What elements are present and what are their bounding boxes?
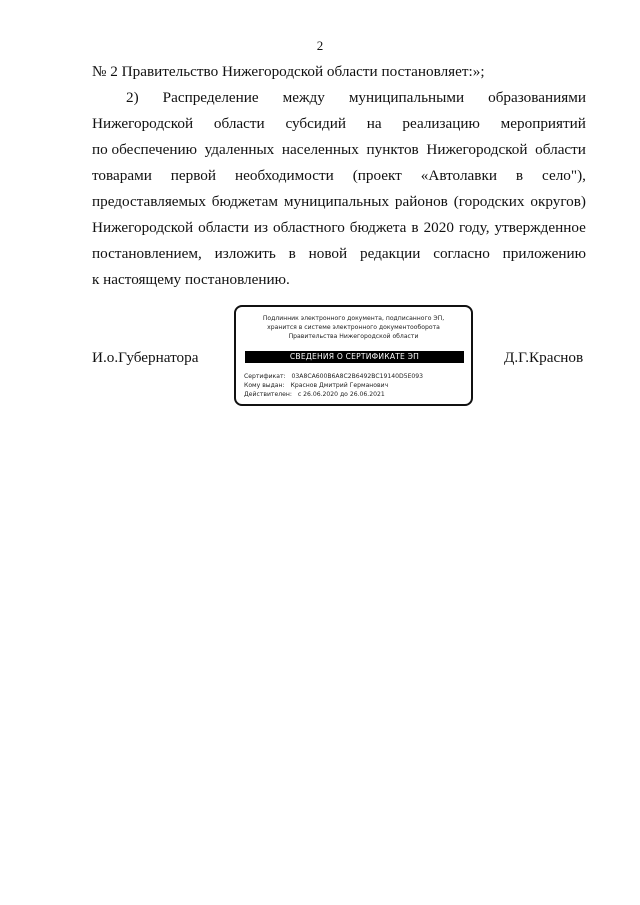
issued-to-row xyxy=(244,382,468,390)
paragraph-word: районов xyxy=(394,193,448,210)
paragraph-word: удаленных xyxy=(204,141,275,158)
paragraph-word: бюджетам xyxy=(211,193,279,210)
validity-value: с 26.06.2020 до 26.06.2021 xyxy=(297,391,385,398)
paragraph-word: в xyxy=(515,167,524,184)
paragraph-line-7 xyxy=(92,218,586,238)
signer-position: И.о.Губернатора xyxy=(92,349,199,366)
paragraph-word: приложению xyxy=(502,245,586,262)
paragraph-word: бюджета xyxy=(349,219,407,236)
paragraph-line-8 xyxy=(92,244,586,264)
paragraph-word: области xyxy=(535,141,586,158)
paragraph-word: изложить xyxy=(214,245,276,262)
signer-name: Д.Г.Краснов xyxy=(504,349,584,366)
paragraph-word: году, xyxy=(458,219,490,236)
paragraph-word: редакции xyxy=(360,245,421,262)
paragraph-word: населенных xyxy=(281,141,359,158)
paragraph-word: областного xyxy=(273,219,345,236)
certificate-row xyxy=(244,373,468,381)
paragraph-word: (проект xyxy=(352,167,402,184)
paragraph-word: село"), xyxy=(542,167,586,184)
paragraph-word: № 2 Правительство Нижегородской области постановляет:»; xyxy=(92,63,485,80)
paragraph-word: в xyxy=(288,245,296,262)
paragraph-word: товарами xyxy=(92,167,152,184)
paragraph-word: из xyxy=(253,219,269,236)
paragraph-word: округов) xyxy=(530,193,586,210)
paragraph-line-1 xyxy=(92,62,586,82)
paragraph-word: необходимости xyxy=(235,167,334,184)
paragraph-word: «Автолавки xyxy=(420,167,497,184)
paragraph-line-6 xyxy=(92,192,586,212)
paragraph-word: согласно xyxy=(433,245,490,262)
paragraph-word: утвержденное xyxy=(494,219,586,236)
paragraph-word: первой xyxy=(170,167,217,184)
paragraph-word: постановлением, xyxy=(92,245,202,262)
paragraph-word: 2020 xyxy=(423,219,454,236)
certificate-value: 03A8CA600B6A8C2B6492BC19140D5E093 xyxy=(291,373,424,380)
certificate-label: Сертификат: xyxy=(244,373,286,380)
paragraph-line-5 xyxy=(92,166,586,186)
paragraph-word: на xyxy=(366,115,382,132)
paragraph-word: (городских xyxy=(453,193,525,210)
paragraph-word: области xyxy=(213,115,265,132)
paragraph-word: Распределение xyxy=(162,89,259,106)
paragraph-word: пунктов xyxy=(366,141,419,158)
paragraph-word: муниципальными xyxy=(348,89,465,106)
paragraph-line-3 xyxy=(92,114,586,134)
paragraph-word: между xyxy=(282,89,325,106)
paragraph-word: образованиями xyxy=(488,89,586,106)
paragraph-word: 2) xyxy=(126,89,139,106)
paragraph-line-2 xyxy=(126,88,586,108)
paragraph-word: к настоящему постановлению. xyxy=(92,271,290,288)
paragraph-word: области xyxy=(198,219,249,236)
certificate-info-header: СВЕДЕНИЯ О СЕРТИФИКАТЕ ЭП xyxy=(245,351,464,363)
issued-to-label: Кому выдан: xyxy=(244,382,285,389)
paragraph-line-4 xyxy=(92,140,586,160)
paragraph-word: Нижегородской xyxy=(92,115,194,132)
issued-to-value: Краснов Дмитрий Германович xyxy=(290,382,389,389)
validity-label: Действителен: xyxy=(244,391,292,398)
paragraph-word: Нижегородской xyxy=(92,219,194,236)
stamp-note-line: хранится в системе электронного документооборота xyxy=(267,324,440,331)
page-number: 2 xyxy=(316,38,324,53)
paragraph-word: в xyxy=(411,219,419,236)
paragraph-word: новой xyxy=(308,245,348,262)
paragraph-word: муниципальных xyxy=(283,193,390,210)
paragraph-word: реализацию xyxy=(402,115,480,132)
validity-row xyxy=(244,391,468,399)
paragraph-word: Нижегородской xyxy=(426,141,528,158)
stamp-note-line: Правительства Нижегородской области xyxy=(288,333,419,340)
paragraph-line-9 xyxy=(92,270,586,290)
paragraph-word: по обеспечению xyxy=(92,141,197,158)
paragraph-word: предоставляемых xyxy=(92,193,206,210)
electronic-signature-stamp xyxy=(234,305,473,406)
paragraph-word: мероприятий xyxy=(500,115,586,132)
paragraph-word: субсидий xyxy=(285,115,346,132)
stamp-note-line: Подлинник электронного документа, подписанного ЭП, xyxy=(262,315,445,322)
